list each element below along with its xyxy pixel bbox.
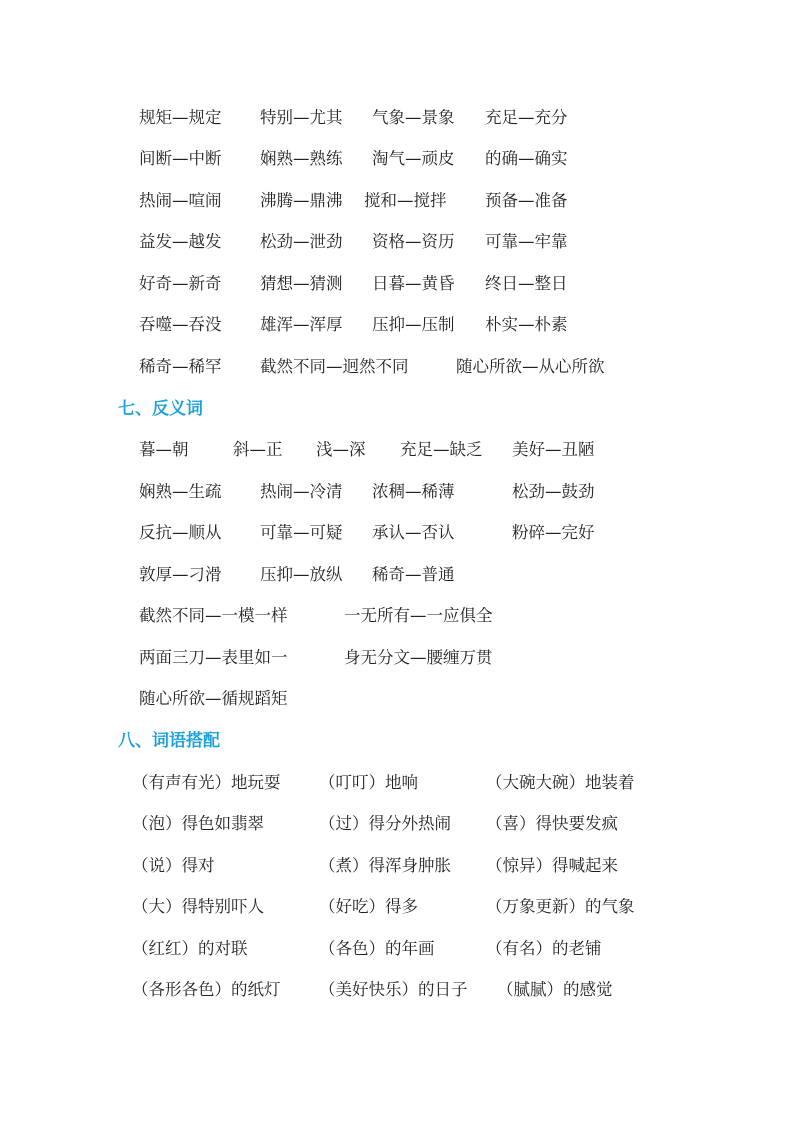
word-pair: 娴熟—熟练 [260,149,343,168]
antonyms-heading: 七、反义词 [118,399,203,419]
word-pair: 松劲—鼓劲 [512,482,595,501]
word-pair: 沸腾—鼎沸 [260,191,343,210]
word-pair: 娴熟—生疏 [139,482,222,501]
word-pair: 稀奇—稀罕 [139,357,222,376]
word-pair: 美好—丑陋 [512,440,595,459]
word-pair: 朴实—朴素 [485,315,568,334]
word-pair: 搅和—搅拌 [364,191,447,210]
word-pair: 规矩—规定 [139,108,222,127]
word-pair: 压抑—放纵 [260,565,343,584]
phrase: （有声有光）地玩耍 [132,773,281,792]
word-pair: 预备—准备 [485,191,568,210]
word-pair: 日暮—黄昏 [372,274,455,293]
word-pair: 充足—缺乏 [400,440,483,459]
word-pair: 反抗—顺从 [139,523,222,542]
word-pair: 气象—景象 [372,108,455,127]
phrase: （腻腻）的感觉 [497,980,613,999]
collocations-heading: 八、词语搭配 [118,731,220,751]
word-pair: 一无所有—一应俱全 [344,606,493,625]
phrase: （各形各色）的纸灯 [132,980,281,999]
word-pair: 益发—越发 [139,232,222,251]
phrase: （万象更新）的气象 [486,897,635,916]
word-pair: 暮—朝 [139,440,189,459]
phrase: （大碗大碗）地装着 [486,773,635,792]
word-pair: 斜—正 [233,440,283,459]
phrase: （美好快乐）的日子 [319,980,468,999]
phrase: （喜）得快要发疯 [486,814,618,833]
word-pair: 猜想—猜测 [260,274,343,293]
phrase: （大）得特别吓人 [132,897,264,916]
word-pair: 雄浑—浑厚 [260,315,343,334]
word-pair: 浅—深 [316,440,366,459]
phrase: （好吃）得多 [319,897,418,916]
word-pair: 热闹—喧闹 [139,191,222,210]
phrase: （说）得对 [132,856,215,875]
word-pair: 承认—否认 [372,523,455,542]
word-pair: 的确—确实 [485,149,568,168]
word-pair: 浓稠—稀薄 [372,482,455,501]
word-pair: 资格—资历 [372,232,455,251]
word-pair: 终日—整日 [485,274,568,293]
phrase: （红红）的对联 [132,939,248,958]
phrase: （惊异）得喊起来 [486,856,618,875]
word-pair: 热闹—冷清 [260,482,343,501]
word-pair: 淘气—顽皮 [372,149,455,168]
word-pair: 充足—充分 [485,108,568,127]
phrase: （有名）的老铺 [486,939,602,958]
word-pair: 截然不同—迥然不同 [260,357,409,376]
word-pair: 截然不同—一模一样 [139,606,288,625]
phrase: （过）得分外热闹 [319,814,451,833]
phrase: （泡）得色如翡翠 [132,814,264,833]
word-pair: 吞噬—吞没 [139,315,222,334]
word-pair: 稀奇—普通 [372,565,455,584]
word-pair: 压抑—压制 [372,315,455,334]
word-pair: 粉碎—完好 [512,523,595,542]
phrase: （各色）的年画 [319,939,435,958]
word-pair: 两面三刀—表里如一 [139,648,288,667]
word-pair: 随心所欲—从心所欲 [456,357,605,376]
word-pair: 间断—中断 [139,149,222,168]
word-pair: 可靠—牢靠 [485,232,568,251]
word-pair: 随心所欲—循规蹈矩 [139,689,288,708]
word-pair: 身无分文—腰缠万贯 [344,648,493,667]
word-pair: 特别—尤其 [260,108,343,127]
phrase: （叮叮）地响 [319,773,418,792]
word-pair: 松劲—泄劲 [260,232,343,251]
word-pair: 可靠—可疑 [260,523,343,542]
word-pair: 敦厚—刁滑 [139,565,222,584]
word-pair: 好奇—新奇 [139,274,222,293]
phrase: （煮）得浑身肿胀 [319,856,451,875]
